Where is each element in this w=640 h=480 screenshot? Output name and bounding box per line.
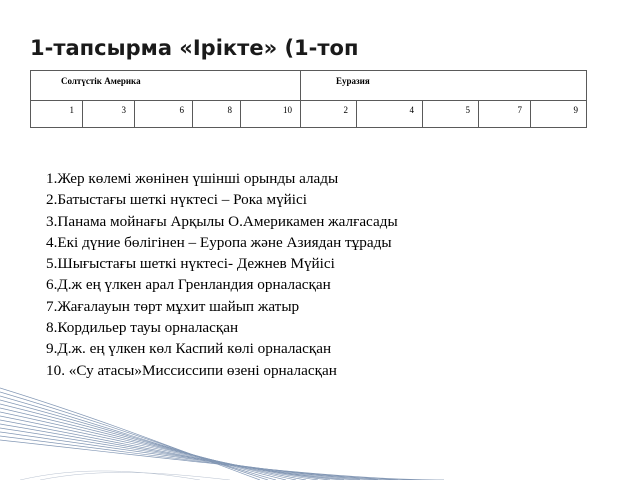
statement-item: 10. «Су атасы»Миссиссипи өзені орналасқан — [46, 361, 337, 379]
statement-item: 8.Кордильер тауы орналасқан — [46, 319, 239, 337]
statement-item: 5.Шығыстағы шеткі нүктесі- Дежнев Мүйісі — [46, 255, 335, 273]
eurasia-number: 7 — [479, 101, 531, 128]
statement-item: 1.Жер көлемі жөнінен үшінші орынды алады — [46, 170, 339, 187]
north-america-number: 3 — [83, 101, 135, 128]
eurasia-number: 4 — [357, 101, 423, 128]
group-header-eurasia: Еуразия — [301, 71, 587, 101]
eurasia-number: 5 — [423, 101, 479, 128]
eurasia-number: 2 — [301, 101, 357, 128]
sorting-table — [30, 70, 587, 128]
group-header-north-america: Солтүстік Америка — [31, 71, 301, 101]
north-america-number: 10 — [241, 101, 301, 128]
statement-item: 3.Панама мойнағы Арқылы О.Америкамен жалғасады — [46, 212, 398, 230]
slide-title: 1-тапсырма «Ірікте» (1-топ — [30, 36, 359, 60]
north-america-number: 1 — [31, 101, 83, 128]
statement-list — [46, 168, 398, 381]
statement-item: 4.Екі дүние бөлігінен – Еуропа және Азиядан тұрады — [46, 233, 392, 251]
north-america-number: 6 — [135, 101, 193, 128]
statement-item: 6.Д.ж ең үлкен арал Гренландия орналасқан — [46, 276, 331, 294]
north-america-number: 8 — [193, 101, 241, 128]
decorative-swoosh — [0, 370, 640, 480]
statement-item: 9.Д.ж. ең үлкен көл Каспий көлі орналасқан — [46, 340, 332, 358]
statement-item: 2.Батыстағы шеткі нүктесі – Рока мүйісі — [46, 191, 307, 209]
statement-item: 7.Жағалауын төрт мұхит шайып жатыр — [46, 297, 300, 315]
eurasia-number: 9 — [531, 101, 587, 128]
